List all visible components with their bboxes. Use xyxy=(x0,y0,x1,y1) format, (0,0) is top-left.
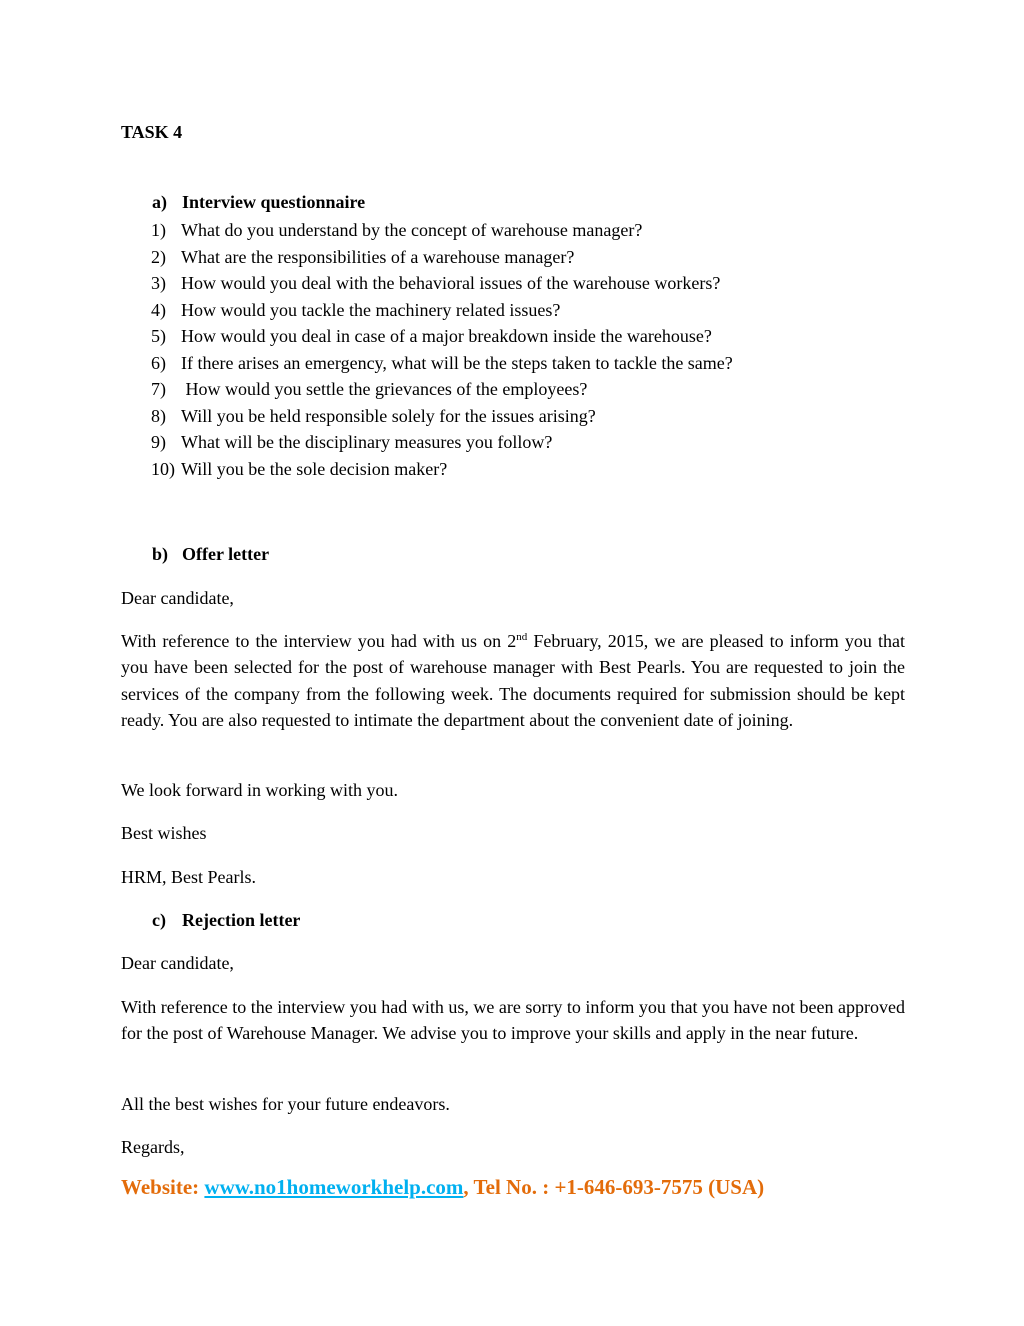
section-a-heading xyxy=(152,192,366,213)
question-text: What do you understand by the concept of warehouse manager? xyxy=(181,220,643,240)
question-number: 6) xyxy=(151,352,166,373)
section-c-title: Rejection letter xyxy=(182,910,301,930)
list-item xyxy=(151,456,733,483)
offer-sign-off: Best wishes xyxy=(121,823,207,843)
question-number: 5) xyxy=(151,326,166,346)
offer-body xyxy=(121,628,905,733)
list-item xyxy=(151,403,733,430)
task-title: TASK 4 xyxy=(121,122,183,142)
tel-label: Tel No. : xyxy=(473,1175,555,1199)
question-number: 2) xyxy=(151,246,166,267)
list-item xyxy=(151,217,733,244)
list-item xyxy=(151,350,733,377)
section-b-marker: b) xyxy=(152,544,169,564)
offer-body-rest: February, 2015, we are pleased to inform you that you have been selected for the post of warehouse manager with Best Pearls. You are requested to join the services of the company from the following week. The documents required for submission should be kept ready. You are also requested to intimate the department about the convenient date of joining. xyxy=(121,631,905,730)
question-number: 4) xyxy=(151,299,166,320)
list-item xyxy=(151,244,733,271)
tel-number: +1-646-693-7575 (USA) xyxy=(554,1175,765,1199)
list-item xyxy=(151,297,733,324)
website-label: Website: xyxy=(121,1175,205,1199)
question-number: 10) xyxy=(151,458,175,479)
section-a-marker: a) xyxy=(152,192,167,212)
question-number: 9) xyxy=(151,432,166,452)
rejection-closing-line: All the best wishes for your future endeavors. xyxy=(121,1094,450,1114)
question-number: 7) xyxy=(151,379,166,399)
question-text: How would you deal in case of a major breakdown inside the warehouse? xyxy=(181,326,712,346)
footer-separator: , xyxy=(463,1175,474,1199)
section-a-title: Interview questionnaire xyxy=(182,192,366,212)
footer-contact xyxy=(121,1175,764,1200)
question-number: 3) xyxy=(151,273,166,293)
question-text: What are the responsibilities of a warehouse manager? xyxy=(181,246,575,267)
section-b-heading xyxy=(152,544,270,565)
question-text: If there arises an emergency, what will be the steps taken to tackle the same? xyxy=(181,352,733,373)
rejection-body: With reference to the interview you had with us, we are sorry to inform you that you have not been approved for the post of Warehouse Manager. We advise you to improve your skills and apply in the near future. xyxy=(121,997,905,1044)
question-text: How would you settle the grievances of the employees? xyxy=(181,379,588,399)
ordinal-suffix: nd xyxy=(516,631,528,643)
list-item xyxy=(151,270,733,297)
offer-body-start: With reference to the interview you had with us on 2 xyxy=(121,631,517,651)
question-text: What will be the disciplinary measures you follow? xyxy=(181,432,553,452)
question-number: 1) xyxy=(151,220,166,240)
list-item xyxy=(151,429,733,456)
list-item xyxy=(151,376,733,403)
offer-salutation: Dear candidate, xyxy=(121,588,234,608)
question-number: 8) xyxy=(151,405,166,426)
offer-signature: HRM, Best Pearls. xyxy=(121,867,256,887)
offer-closing-line: We look forward in working with you. xyxy=(121,780,399,800)
question-text: Will you be held responsible solely for the issues arising? xyxy=(181,405,596,426)
section-c-marker: c) xyxy=(152,910,166,930)
section-b-title: Offer letter xyxy=(182,544,270,564)
website-link[interactable]: www.no1homeworkhelp.com xyxy=(204,1175,464,1199)
question-text: Will you be the sole decision maker? xyxy=(181,458,448,479)
question-list xyxy=(151,217,733,482)
question-text: How would you tackle the machinery related issues? xyxy=(181,299,561,320)
rejection-sign-off: Regards, xyxy=(121,1137,185,1157)
section-c-heading xyxy=(152,910,301,931)
question-text: How would you deal with the behavioral issues of the warehouse workers? xyxy=(181,273,721,293)
rejection-salutation: Dear candidate, xyxy=(121,953,234,973)
list-item xyxy=(151,323,733,350)
